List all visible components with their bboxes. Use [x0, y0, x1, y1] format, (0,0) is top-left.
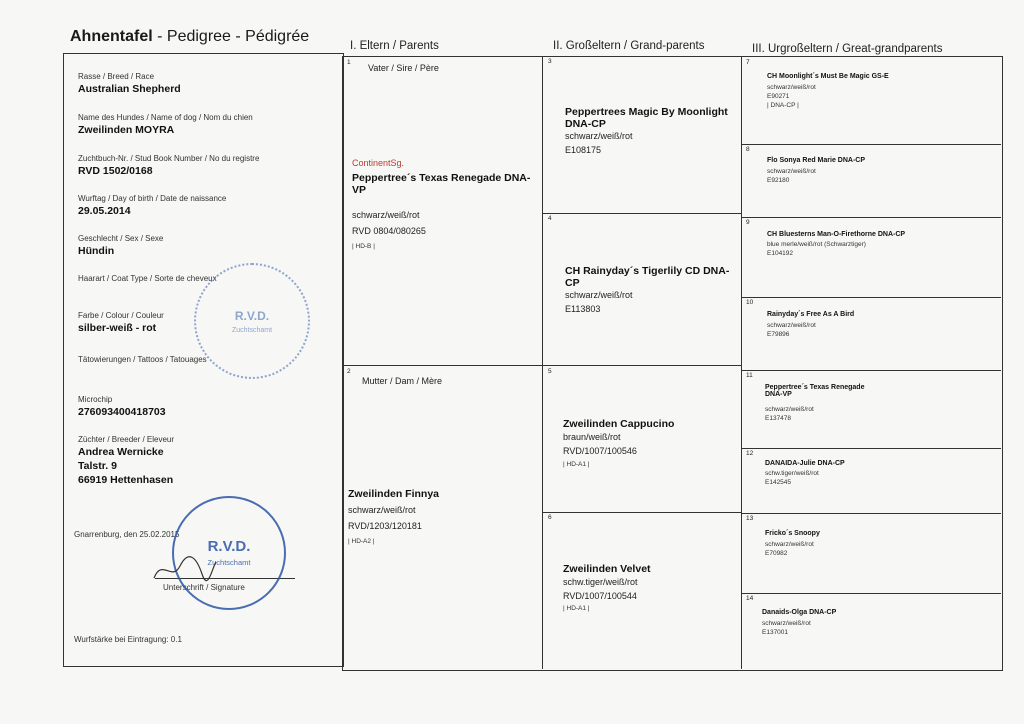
great-grandparent-11-name: Peppertree´s Texas Renegade DNA-VP [765, 384, 865, 398]
registry-stamp-lower: R.V.D. Zuchtschamt [172, 496, 286, 610]
box-number-7: 7 [746, 59, 750, 66]
great-grandparent-8-colour: schwarz/weiß/rot [767, 168, 816, 175]
column-heading-parents: I. Eltern / Parents [350, 40, 439, 52]
box-number-12: 12 [746, 450, 754, 457]
great-grandparent-8-name: Flo Sonya Red Marie DNA-CP [767, 157, 866, 164]
grandparent-4-name: CH Rainyday´s Tigerlily CD DNA-CP [565, 265, 730, 289]
box-number-13: 13 [746, 515, 754, 522]
sire-role: Vater / Sire / Père [368, 63, 439, 73]
breeder-label: Züchter / Breeder / Eleveur [78, 435, 175, 444]
breeder-city: 66919 Hettenhasen [78, 474, 174, 486]
sire-title: ContinentSg. [352, 158, 405, 168]
sire-name: Peppertree´s Texas Renegade DNA-VP [352, 172, 531, 196]
grandparent-6-hd: | HD-A1 | [563, 605, 590, 612]
great-grandparent-7-colour: schwarz/weiß/rot [767, 84, 816, 91]
breeder-name: Andrea Wernicke [78, 446, 164, 458]
great-grandparent-10-name: Rainyday´s Free As A Bird [767, 311, 855, 318]
breeder-street: Talstr. 9 [78, 460, 117, 472]
great-grandparent-8-registration: E92180 [767, 177, 790, 184]
dog-name-value: Zweilinden MOYRA [78, 124, 175, 136]
sire-colour: schwarz/weiß/rot [352, 210, 420, 220]
microchip-value: 276093400418703 [78, 406, 166, 418]
studbook-label: Zuchtbuch-Nr. / Stud Book Number / No du registre [78, 154, 260, 163]
coat-label: Haarart / Coat Type / Sorte de cheveux [78, 274, 217, 283]
box-number-6: 6 [548, 514, 552, 521]
grandparent-5-registration: RVD/1007/100546 [563, 446, 637, 456]
breed-label: Rasse / Breed / Race [78, 72, 155, 81]
great-grandparent-12-colour: schw.tiger/weiß/rot [765, 470, 819, 477]
box-number-10: 10 [746, 299, 754, 306]
signature-scribble [150, 548, 220, 588]
great-grandparent-13-colour: schwarz/weiß/rot [765, 541, 814, 548]
grandparent-6-colour: schw.tiger/weiß/rot [563, 577, 638, 587]
great-grandparent-10-registration: E79896 [767, 331, 790, 338]
dam-name: Zweilinden Finnya [348, 488, 440, 500]
box-number-3: 3 [548, 58, 552, 65]
colour-label: Farbe / Colour / Couleur [78, 311, 164, 320]
sire-registration: RVD 0804/080265 [352, 226, 426, 236]
great-grandparent-12-registration: E142545 [765, 479, 792, 486]
sex-value: Hündin [78, 245, 115, 257]
grandparent-4-colour: schwarz/weiß/rot [565, 290, 633, 300]
dam-role: Mutter / Dam / Mère [362, 376, 443, 386]
great-grandparent-9-registration: E104192 [767, 250, 794, 257]
great-grandparent-9-colour: blue merle/weiß/rot (Schwarztiger) [767, 241, 866, 248]
box-number-4: 4 [548, 215, 552, 222]
litter-strength: Wurfstärke bei Eintragung: 0.1 [74, 635, 182, 644]
microchip-label: Microchip [78, 395, 113, 404]
grandparent-6-registration: RVD/1007/100544 [563, 591, 637, 601]
great-grandparent-14-colour: schwarz/weiß/rot [762, 620, 811, 627]
column-heading-great-grandparents: III. Urgroßeltern / Great-grandparents [752, 43, 943, 55]
birth-value: 29.05.2014 [78, 205, 131, 217]
box-number-14: 14 [746, 595, 754, 602]
colour-value: silber-weiß - rot [78, 322, 157, 334]
dog-name-label: Name des Hundes / Name of dog / Nom du chien [78, 113, 253, 122]
great-grandparent-11-colour: schwarz/weiß/rot [765, 406, 814, 413]
grandparent-5-hd: | HD-A1 | [563, 461, 590, 468]
grandparent-3-registration: E108175 [565, 145, 602, 155]
column-heading-grandparents: II. Großeltern / Grand-parents [553, 40, 705, 52]
dam-hd: | HD-A2 | [348, 538, 375, 545]
sex-label: Geschlecht / Sex / Sexe [78, 234, 164, 243]
great-grandparent-10-colour: schwarz/weiß/rot [767, 322, 816, 329]
grandparent-5-name: Zweilinden Cappucino [563, 418, 675, 430]
box-number-11: 11 [746, 372, 753, 379]
grandparent-3-name: Peppertrees Magic By Moonlight DNA-CP [565, 106, 728, 130]
grandparent-3-colour: schwarz/weiß/rot [565, 131, 633, 141]
place-date: Gnarrenburg, den 25.02.2015 [74, 530, 180, 539]
great-grandparent-7-note: | DNA-CP | [767, 102, 799, 109]
great-grandparent-7-registration: E90271 [767, 93, 790, 100]
great-grandparent-7-name: CH Moonlight´s Must Be Magic GS-E [767, 73, 889, 80]
grandparent-6-name: Zweilinden Velvet [563, 563, 651, 575]
sire-hd: | HD-B | [352, 243, 375, 250]
studbook-value: RVD 1502/0168 [78, 165, 153, 177]
great-grandparent-11-registration: E137478 [765, 415, 792, 422]
great-grandparent-12-name: DANAIDA-Julie DNA-CP [765, 460, 845, 467]
box-number-9: 9 [746, 219, 750, 226]
great-grandparent-9-name: CH Bluesterns Man-O-Firethorne DNA-CP [767, 231, 906, 238]
dam-registration: RVD/1203/120181 [348, 521, 422, 531]
grandparent-4-registration: E113803 [565, 304, 601, 314]
pedigree-grid [342, 56, 1003, 671]
great-grandparent-14-registration: E137001 [762, 629, 789, 636]
registry-stamp-upper: R.V.D. Zuchtschamt [194, 263, 310, 379]
great-grandparent-13-name: Fricko´s Snoopy [765, 530, 820, 537]
box-number-2: 2 [347, 368, 351, 375]
birth-label: Wurftag / Day of birth / Date de naissance [78, 194, 227, 203]
page-title: Ahnentafel - Pedigree - Pédigrée [70, 28, 310, 45]
grandparent-5-colour: braun/weiß/rot [563, 432, 621, 442]
signature-label: Unterschrift / Signature [163, 583, 245, 592]
box-number-5: 5 [548, 368, 552, 375]
box-number-8: 8 [746, 146, 750, 153]
breed-value: Australian Shepherd [78, 83, 181, 95]
great-grandparent-14-name: Danaids-Olga DNA-CP [762, 609, 837, 616]
box-number-1: 1 [347, 59, 351, 66]
tattoo-label: Tätowierungen / Tattoos / Tatouages [78, 355, 207, 364]
dam-colour: schwarz/weiß/rot [348, 505, 416, 515]
great-grandparent-13-registration: E70982 [765, 550, 788, 557]
